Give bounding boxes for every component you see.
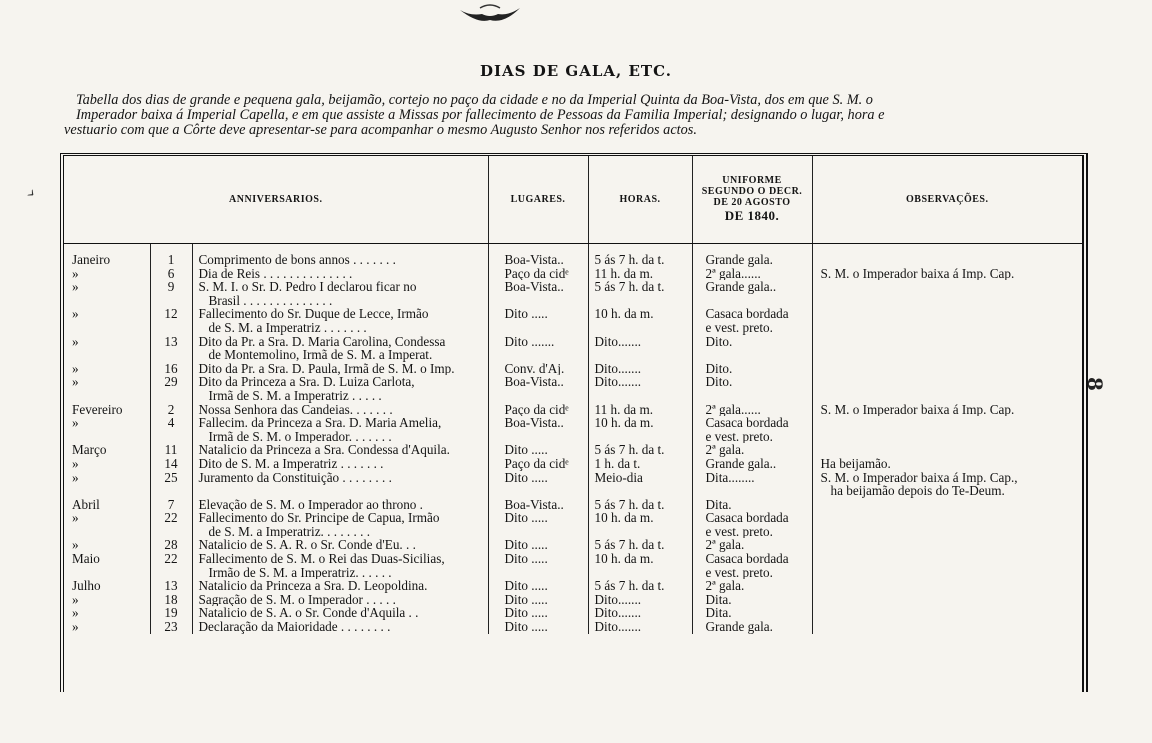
hora-cell: Dito....... <box>588 375 692 402</box>
day-cell: 11 <box>150 443 192 457</box>
lugar-cell: Dito ..... <box>488 552 588 579</box>
intro-paragraph <box>64 93 1114 138</box>
anniversary-cell <box>192 538 488 552</box>
hora-cell: 5 ás 7 h. da t. <box>588 498 692 512</box>
anniversary-line: Natalicio de S. A. R. o Sr. Conde d'Eu. . . <box>198 538 416 553</box>
anniversary-line: Sagração de S. M. o Imperador . . . . . <box>198 592 396 607</box>
observacao-cell <box>812 538 1082 552</box>
table-row <box>64 244 1082 267</box>
hora-cell: 11 h. da m. <box>588 403 692 417</box>
lugar-cell: Boa-Vista.. <box>488 244 588 267</box>
uniforme-cell <box>692 443 812 457</box>
table-row <box>64 620 1082 634</box>
header-anniversarios: ANNIVERSARIOS. <box>64 156 488 244</box>
table-row <box>64 552 1082 579</box>
header-uniforme-line: DE 20 AGOSTO <box>713 197 791 208</box>
margin-mark: › <box>22 183 42 204</box>
month-cell: Janeiro <box>64 244 150 267</box>
uniforme-cell <box>692 538 812 552</box>
anniversary-line: Dito de S. M. a Imperatriz . . . . . . . <box>198 456 384 471</box>
table-row <box>64 280 1082 307</box>
observacao-cell <box>812 593 1082 607</box>
intro-line: Imperador baixa á Imperial Capella, e em que assiste a Missas por fallecimento de Pessoas da Familia Imperial; designando o lugar, hora e <box>76 107 885 123</box>
observacao-cell <box>812 307 1082 334</box>
day-cell: 14 <box>150 457 192 471</box>
day-cell: 6 <box>150 267 192 281</box>
hora-cell: 10 h. da m. <box>588 552 692 579</box>
anniversary-line: de S. M. a Imperatriz . . . . . . . <box>208 319 367 335</box>
anniversary-cell <box>192 335 488 362</box>
uniforme-line: Casaca bordada <box>705 307 789 322</box>
uniforme-cell <box>692 457 812 471</box>
anniversary-line: Fallecimento do Sr. Principe de Capua, Irmão <box>198 511 440 526</box>
table-row <box>64 362 1082 376</box>
month-cell: » <box>64 307 150 334</box>
uniforme-cell <box>692 416 812 443</box>
day-cell: 4 <box>150 416 192 443</box>
hora-cell: Meio-dia <box>588 471 692 498</box>
month-cell: Março <box>64 443 150 457</box>
month-cell: Abril <box>64 498 150 512</box>
lugar-cell: Paço da cidᵉ <box>488 267 588 281</box>
uniforme-cell <box>692 620 812 634</box>
table-header-row <box>64 156 1082 244</box>
observacao-cell <box>812 471 1082 498</box>
anniversary-cell <box>192 606 488 620</box>
anniversary-line: Brasil . . . . . . . . . . . . . . <box>208 292 333 308</box>
uniforme-line: e vest. preto. <box>705 428 773 444</box>
lugar-cell: Dito ..... <box>488 593 588 607</box>
month-cell: » <box>64 416 150 443</box>
header-uniforme-line: DE 1840. <box>724 208 780 223</box>
uniforme-cell <box>692 244 812 267</box>
day-cell: 2 <box>150 403 192 417</box>
anniversary-line: Natalicio da Princeza a Sra. Condessa d'Aquila. <box>198 443 450 457</box>
uniforme-line: Grande gala.. <box>705 280 777 295</box>
table-row <box>64 606 1082 620</box>
hora-cell: 5 ás 7 h. da t. <box>588 280 692 307</box>
observacao-line: Ha beijamão. <box>820 456 891 471</box>
observacao-cell <box>812 362 1082 376</box>
table-row <box>64 267 1082 281</box>
anniversary-line: Nossa Senhora das Candeias. . . . . . . <box>198 402 393 417</box>
uniforme-cell <box>692 498 812 512</box>
lugar-cell: Dito ..... <box>488 538 588 552</box>
intro-line: Tabella dos dias de grande e pequena gala, beijamão, cortejo no paço da cidade e no da Imperial Quinta da Boa-Vista, dos em que S. M. o <box>76 92 873 108</box>
uniforme-line: e vest. preto. <box>705 564 773 580</box>
anniversary-cell <box>192 416 488 443</box>
uniforme-line: Dito. <box>705 334 733 349</box>
observacao-line: S. M. o Imperador baixa á Imp. Cap. <box>820 402 1015 417</box>
anniversary-cell <box>192 552 488 579</box>
lugar-cell: Boa-Vista.. <box>488 416 588 443</box>
anniversary-line: Fallecimento do Sr. Duque de Lecce, Irmão <box>198 307 429 322</box>
uniforme-cell <box>692 606 812 620</box>
observacao-cell <box>812 280 1082 307</box>
uniforme-cell <box>692 375 812 402</box>
table-row <box>64 538 1082 552</box>
uniforme-cell <box>692 593 812 607</box>
day-cell: 28 <box>150 538 192 552</box>
uniforme-line: Casaca bordada <box>705 552 789 567</box>
anniversary-line: Juramento da Constituição . . . . . . . . <box>198 470 392 485</box>
uniforme-line: e vest. preto. <box>705 319 773 335</box>
uniforme-cell <box>692 579 812 593</box>
anniversary-cell <box>192 579 488 593</box>
observacao-cell <box>812 403 1082 417</box>
table-row <box>64 471 1082 498</box>
observacao-cell <box>812 620 1082 634</box>
day-cell: 22 <box>150 511 192 538</box>
anniversary-line: Dito da Pr. a Sra. D. Paula, Irmã de S. M. o Imp. <box>198 361 455 376</box>
anniversary-cell <box>192 362 488 376</box>
table-row <box>64 457 1082 471</box>
gala-table <box>64 156 1082 634</box>
month-cell: » <box>64 511 150 538</box>
uniforme-line: 2ª gala. <box>705 443 745 457</box>
uniforme-line: 2ª gala. <box>705 538 745 553</box>
month-cell: » <box>64 335 150 362</box>
anniversary-line: de Montemolino, Irmã de S. M. a Imperat. <box>208 347 433 362</box>
hora-cell: 10 h. da m. <box>588 511 692 538</box>
intro-line: vestuario com que a Côrte deve apresentar-se para acompanhar o mesmo Augusto Senhor nos referidos actos. <box>64 122 697 138</box>
uniforme-cell <box>692 280 812 307</box>
table-row <box>64 593 1082 607</box>
anniversary-line: Dito da Pr. a Sra. D. Maria Carolina, Condessa <box>198 334 446 349</box>
hora-cell: 5 ás 7 h. da t. <box>588 244 692 267</box>
gala-table-frame <box>60 153 1088 692</box>
hora-cell: Dito....... <box>588 335 692 362</box>
day-cell: 13 <box>150 335 192 362</box>
anniversary-cell <box>192 593 488 607</box>
table-row <box>64 307 1082 334</box>
anniversary-line: Natalicio da Princeza a Sra. D. Leopoldina. <box>198 579 428 593</box>
uniforme-cell <box>692 267 812 281</box>
anniversary-cell <box>192 375 488 402</box>
observacao-cell <box>812 267 1082 281</box>
month-cell: Maio <box>64 552 150 579</box>
uniforme-line: Casaca bordada <box>705 511 789 526</box>
month-cell: » <box>64 606 150 620</box>
anniversary-line: Fallecimento de S. M. o Rei das Duas-Sicilias, <box>198 552 445 567</box>
header-uniforme <box>692 156 812 244</box>
observacao-line: S. M. o Imperador baixa á Imp. Cap., <box>820 470 1018 485</box>
uniforme-cell <box>692 511 812 538</box>
hora-cell: Dito....... <box>588 593 692 607</box>
day-cell: 29 <box>150 375 192 402</box>
uniforme-line: Dita. <box>705 592 732 607</box>
observacao-cell <box>812 511 1082 538</box>
month-cell: Fevereiro <box>64 403 150 417</box>
day-cell: 18 <box>150 593 192 607</box>
uniforme-line: 2ª gala...... <box>705 402 761 417</box>
hora-cell: 5 ás 7 h. da t. <box>588 443 692 457</box>
observacao-cell <box>812 416 1082 443</box>
anniversary-cell <box>192 443 488 457</box>
hora-cell: 1 h. da t. <box>588 457 692 471</box>
day-cell: 19 <box>150 606 192 620</box>
anniversary-line: Declaração da Maioridade . . . . . . . . <box>198 620 391 634</box>
anniversary-cell <box>192 457 488 471</box>
month-cell: » <box>64 267 150 281</box>
hora-cell: 11 h. da m. <box>588 267 692 281</box>
month-cell: Julho <box>64 579 150 593</box>
month-cell: » <box>64 375 150 402</box>
observacao-cell <box>812 606 1082 620</box>
uniforme-cell <box>692 362 812 376</box>
lugar-cell: Boa-Vista.. <box>488 375 588 402</box>
uniforme-line: 2ª gala. <box>705 579 745 593</box>
uniforme-line: Casaca bordada <box>705 416 789 431</box>
anniversary-line: Natalicio de S. A. o Sr. Conde d'Aquila . . <box>198 606 419 621</box>
header-observacoes: OBSERVAÇÕES. <box>812 156 1082 244</box>
month-cell: » <box>64 593 150 607</box>
month-cell: » <box>64 620 150 634</box>
uniforme-line: Dita. <box>705 497 732 512</box>
header-horas: HORAS. <box>588 156 692 244</box>
day-cell: 22 <box>150 552 192 579</box>
hora-cell: 10 h. da m. <box>588 416 692 443</box>
anniversary-line: Elevação de S. M. o Imperador ao throno . <box>198 497 423 512</box>
anniversary-line: de S. M. a Imperatriz. . . . . . . . <box>208 523 371 539</box>
lugar-cell: Boa-Vista.. <box>488 280 588 307</box>
observacao-cell <box>812 335 1082 362</box>
observacao-line: ha beijamão depois do Te-Deum. <box>830 483 1005 498</box>
anniversary-line: Dia de Reis . . . . . . . . . . . . . . <box>198 266 353 281</box>
day-cell: 13 <box>150 579 192 593</box>
lugar-cell: Dito ..... <box>488 471 588 498</box>
table-row <box>64 498 1082 512</box>
table-row <box>64 511 1082 538</box>
month-cell: » <box>64 362 150 376</box>
table-row <box>64 375 1082 402</box>
day-cell: 23 <box>150 620 192 634</box>
anniversary-line: Dito da Princeza a Sra. D. Luiza Carlota, <box>198 375 415 390</box>
observacao-cell <box>812 375 1082 402</box>
page-number: 8 <box>1082 377 1107 391</box>
uniforme-line: e vest. preto. <box>705 523 773 539</box>
month-cell: » <box>64 457 150 471</box>
uniforme-line: Dito. <box>705 375 733 390</box>
uniforme-cell <box>692 335 812 362</box>
lugar-cell: Paço da cidᵉ <box>488 403 588 417</box>
uniforme-line: Grande gala.. <box>705 456 777 471</box>
uniforme-line: Dita........ <box>705 470 755 485</box>
lugar-cell: Dito ..... <box>488 620 588 634</box>
hora-cell: Dito....... <box>588 606 692 620</box>
observacao-line: S. M. o Imperador baixa á Imp. Cap. <box>820 266 1015 281</box>
hora-cell: Dito....... <box>588 620 692 634</box>
anniversary-cell <box>192 267 488 281</box>
observacao-cell <box>812 498 1082 512</box>
uniforme-cell <box>692 307 812 334</box>
anniversary-cell <box>192 620 488 634</box>
month-cell: » <box>64 538 150 552</box>
hora-cell: 5 ás 7 h. da t. <box>588 538 692 552</box>
observacao-cell <box>812 244 1082 267</box>
lugar-cell: Dito ..... <box>488 511 588 538</box>
lugar-cell: Paço da cidᵉ <box>488 457 588 471</box>
day-cell: 1 <box>150 244 192 267</box>
page-title: DIAS DE GALA, ETC. <box>480 62 672 80</box>
uniforme-cell <box>692 403 812 417</box>
uniforme-line: Grande gala. <box>705 620 773 634</box>
anniversary-cell <box>192 403 488 417</box>
observacao-cell <box>812 579 1082 593</box>
observacao-cell <box>812 552 1082 579</box>
table-row <box>64 416 1082 443</box>
anniversary-cell <box>192 498 488 512</box>
anniversary-line: Comprimento de bons annos . . . . . . . <box>198 252 396 267</box>
lugar-cell: Conv. d'Aj. <box>488 362 588 376</box>
day-cell: 7 <box>150 498 192 512</box>
uniforme-cell <box>692 552 812 579</box>
lugar-cell: Dito ..... <box>488 606 588 620</box>
ornament-flourish <box>458 2 522 28</box>
header-uniforme-line: UNIFORME <box>722 175 782 186</box>
anniversary-cell <box>192 511 488 538</box>
hora-cell: 10 h. da m. <box>588 307 692 334</box>
anniversary-line: Irmã de S. M. a Imperatriz . . . . . <box>208 387 382 403</box>
header-uniforme-line: SEGUNDO O DECR. <box>701 186 803 197</box>
day-cell: 25 <box>150 471 192 498</box>
uniforme-line: Dita. <box>705 606 732 621</box>
table-row <box>64 579 1082 593</box>
lugar-cell: Boa-Vista.. <box>488 498 588 512</box>
anniversary-line: S. M. I. o Sr. D. Pedro I declarou ficar no <box>198 280 417 295</box>
uniforme-line: Grande gala. <box>705 252 773 267</box>
lugar-cell: Dito ..... <box>488 579 588 593</box>
observacao-cell <box>812 457 1082 471</box>
table-row <box>64 335 1082 362</box>
lugar-cell: Dito ..... <box>488 443 588 457</box>
uniforme-line: Dito. <box>705 361 733 376</box>
anniversary-line: Irmã de S. M. o Imperador. . . . . . . <box>208 428 392 444</box>
anniversary-line: Fallecim. da Princeza a Sra. D. Maria Amelia, <box>198 416 442 431</box>
day-cell: 9 <box>150 280 192 307</box>
anniversary-cell <box>192 244 488 267</box>
month-cell: » <box>64 280 150 307</box>
day-cell: 16 <box>150 362 192 376</box>
table-row <box>64 443 1082 457</box>
uniforme-line: 2ª gala...... <box>705 266 761 281</box>
anniversary-cell <box>192 307 488 334</box>
hora-cell: Dito....... <box>588 362 692 376</box>
anniversary-cell <box>192 471 488 498</box>
table-row <box>64 403 1082 417</box>
lugar-cell: Dito ..... <box>488 307 588 334</box>
month-cell: » <box>64 471 150 498</box>
header-lugares: LUGARES. <box>488 156 588 244</box>
lugar-cell: Dito ....... <box>488 335 588 362</box>
hora-cell: 5 ás 7 h. da t. <box>588 579 692 593</box>
anniversary-cell <box>192 280 488 307</box>
uniforme-cell <box>692 471 812 498</box>
day-cell: 12 <box>150 307 192 334</box>
anniversary-line: Irmão de S. M. a Imperatriz. . . . . . <box>208 564 392 580</box>
observacao-cell <box>812 443 1082 457</box>
